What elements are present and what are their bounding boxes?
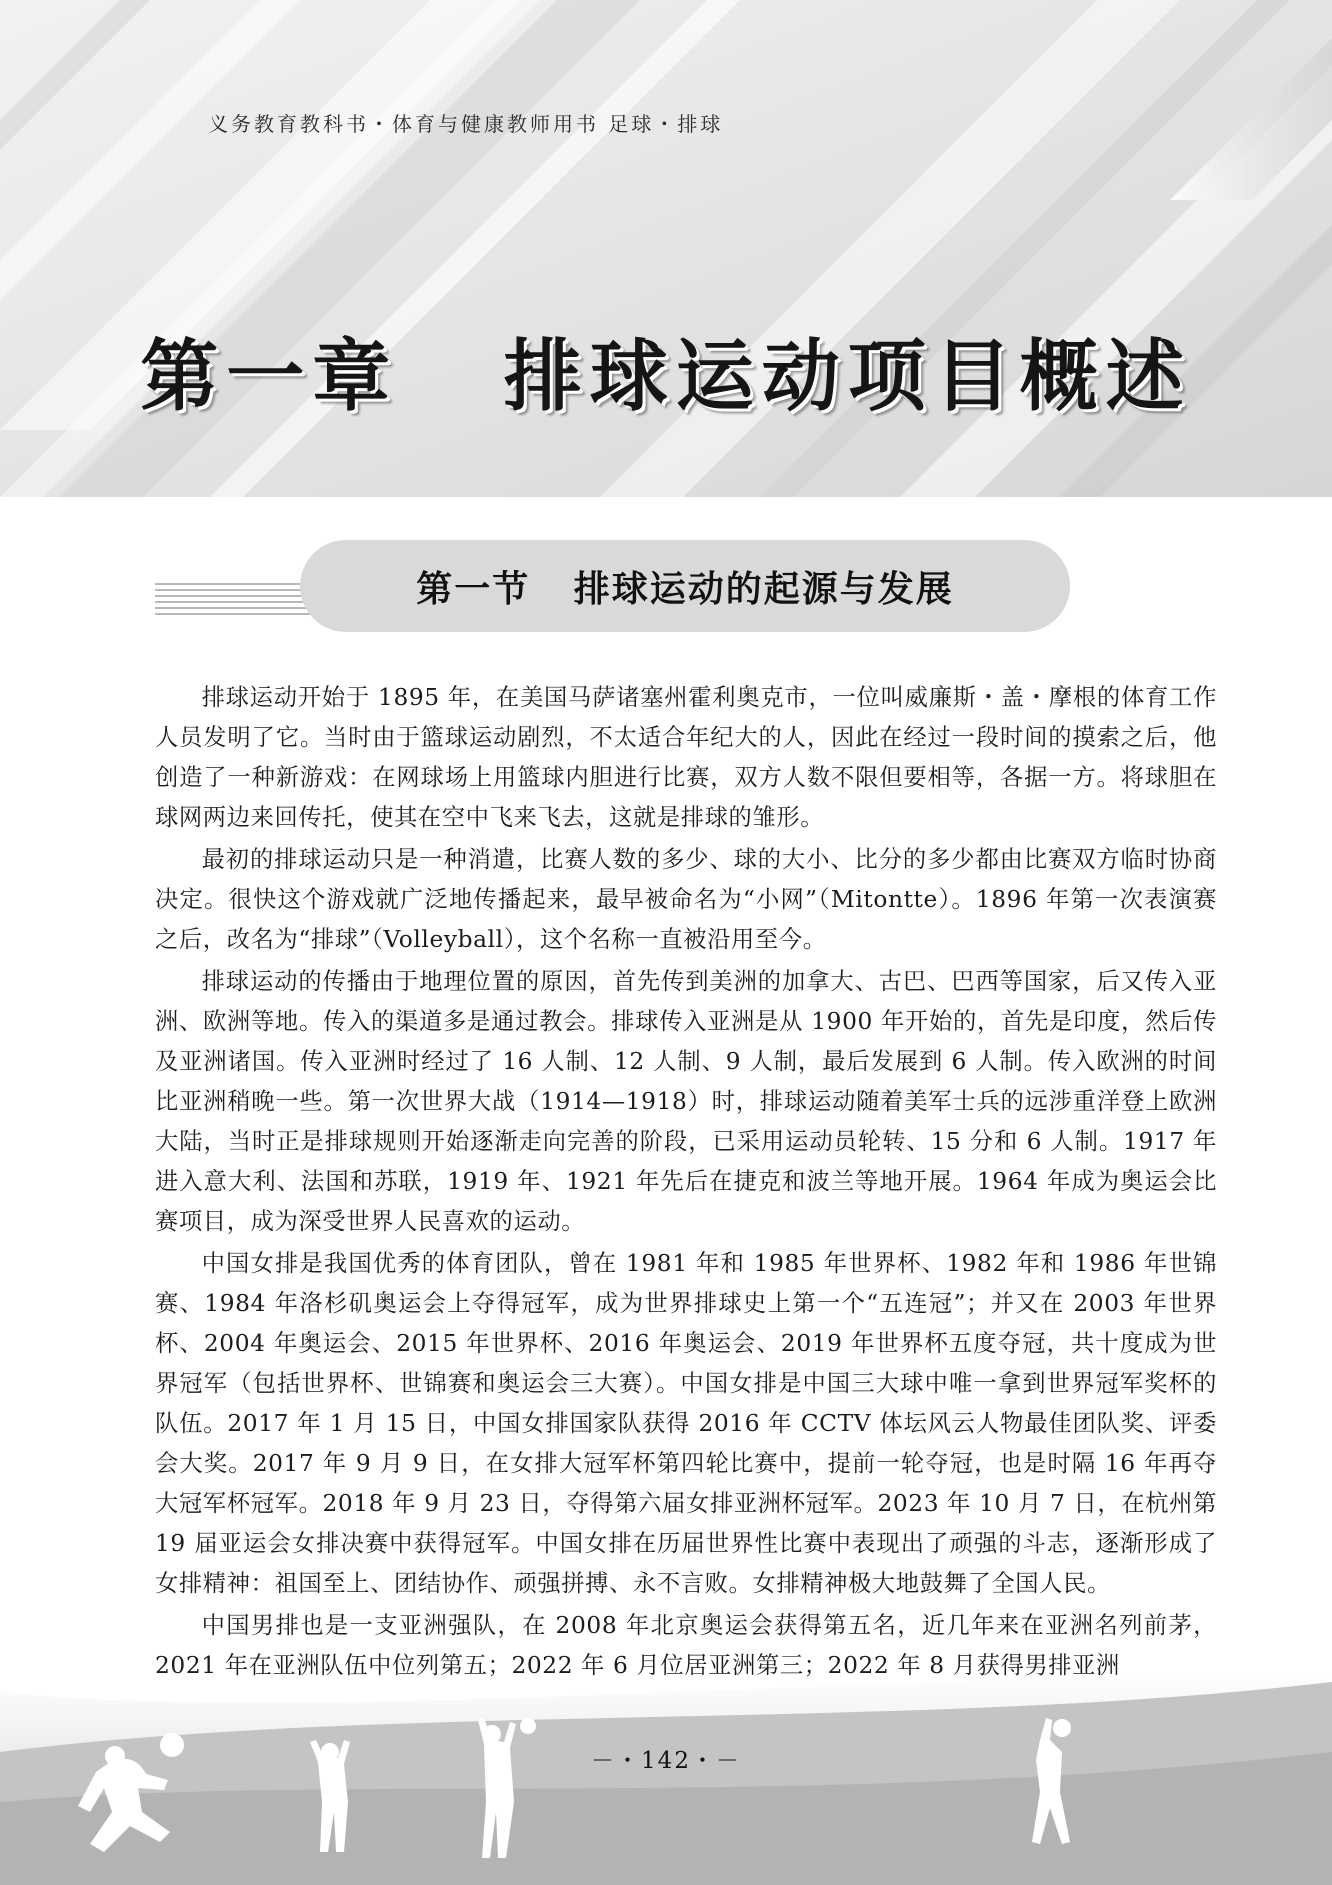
body-text bbox=[155, 678, 1217, 1686]
paragraph-text: 最初的排球运动只是一种消遣，比赛人数的多少、球的大小、比分的多少都由比赛双方临时协商决定。很快这个游戏就广泛地传播起来，最早被命名为“小网”（Mitontte）。1896 年第一次表演赛之后，改名为“排球”（Volleyball），这个名称一直被沿用至今。 bbox=[155, 846, 1217, 953]
paragraph bbox=[155, 678, 1217, 838]
paragraph bbox=[155, 1244, 1217, 1604]
section-title-banner bbox=[300, 540, 1070, 632]
chapter-title: 第一章 排球运动项目概述 bbox=[140, 332, 1192, 423]
page-number: －・142・－ bbox=[591, 1748, 741, 1774]
running-head: 义务教育教科书・体育与健康教师用书 足球・排球 bbox=[208, 112, 724, 136]
paragraph bbox=[155, 962, 1217, 1242]
paragraph-text: 中国男排也是一支亚洲强队，在 2008 年北京奥运会获得第五名，近几年来在亚洲名列前茅，2021 年在亚洲队伍中位列第五；2022 年 6 月位居亚洲第三；2022 年 8 月获得男排亚洲 bbox=[155, 1612, 1217, 1679]
section-title: 第一节 排球运动的起源与发展 bbox=[416, 568, 954, 610]
paragraph-text: 中国女排是我国优秀的体育团队，曾在 1981 年和 1985 年世界杯、1982 年和 1986 年世锦赛、1984 年洛杉矶奥运会上夺得冠军，成为世界排球史上第一个“五连冠”；并又在 2003 年世界杯、2004 年奥运会、2015 年世界杯、2016 年奥运会、2019 年世界杯五度夺冠，共十度成为世界冠军（包括世界杯、世锦赛和奥运会三大赛）。中国女排是中国三大球中唯一拿到世界冠军奖杯的队伍。2017 年 1 月 15 日，中国女排国家队获得 2016 年 CCTV 体坛风云人物最佳团队奖、评委会大奖。2017 年 9 月 9 日，在女排大冠军杯第四轮比赛中，提前一轮夺冠，也是时隔 16 年再夺大冠军杯冠军。2018 年 9 月 23 日，夺得第六届女排亚洲杯冠军。2023 年 10 月 7 日，在杭州第 19 届亚运会女排决赛中获得冠军。中国女排在历届世界性比赛中表现出了顽强的斗志，逐渐形成了女排精神：祖国至上、团结协作、顽强拼搏、永不言败。女排精神极大地鼓舞了全国人民。 bbox=[155, 1250, 1217, 1597]
paragraph-text: 排球运动的传播由于地理位置的原因，首先传到美洲的加拿大、古巴、巴西等国家，后又传入亚洲、欧洲等地。传入的渠道多是通过教会。排球传入亚洲是从 1900 年开始的，首先是印度，然后传及亚洲诸国。传入亚洲时经过了 16 人制、12 人制、9 人制，最后发展到 6 人制。传入欧洲的时间比亚洲稍晚一些。第一次世界大战（1914—1918）时，排球运动随着美军士兵的远涉重洋登上欧洲大陆，当时正是排球规则开始逐渐走向完善的阶段，已采用运动员轮转、15 分和 6 人制。1917 年进入意大利、法国和苏联，1919 年、1921 年先后在捷克和波兰等地开展。1964 年成为奥运会比赛项目，成为深受世界人民喜欢的运动。 bbox=[155, 968, 1217, 1235]
chapter-header-band bbox=[0, 0, 1332, 497]
paragraph-text: 排球运动开始于 1895 年，在美国马萨诸塞州霍利奥克市，一位叫威廉斯・盖・摩根的体育工作人员发明了它。当时由于篮球运动剧烈，不太适合年纪大的人，因此在经过一段时间的摸索之后，他创造了一种新游戏：在网球场上用篮球内胆进行比赛，双方人数不限但要相等，各据一方。将球胆在球网两边来回传托，使其在空中飞来飞去，这就是排球的雏形。 bbox=[155, 684, 1217, 831]
paragraph bbox=[155, 840, 1217, 960]
